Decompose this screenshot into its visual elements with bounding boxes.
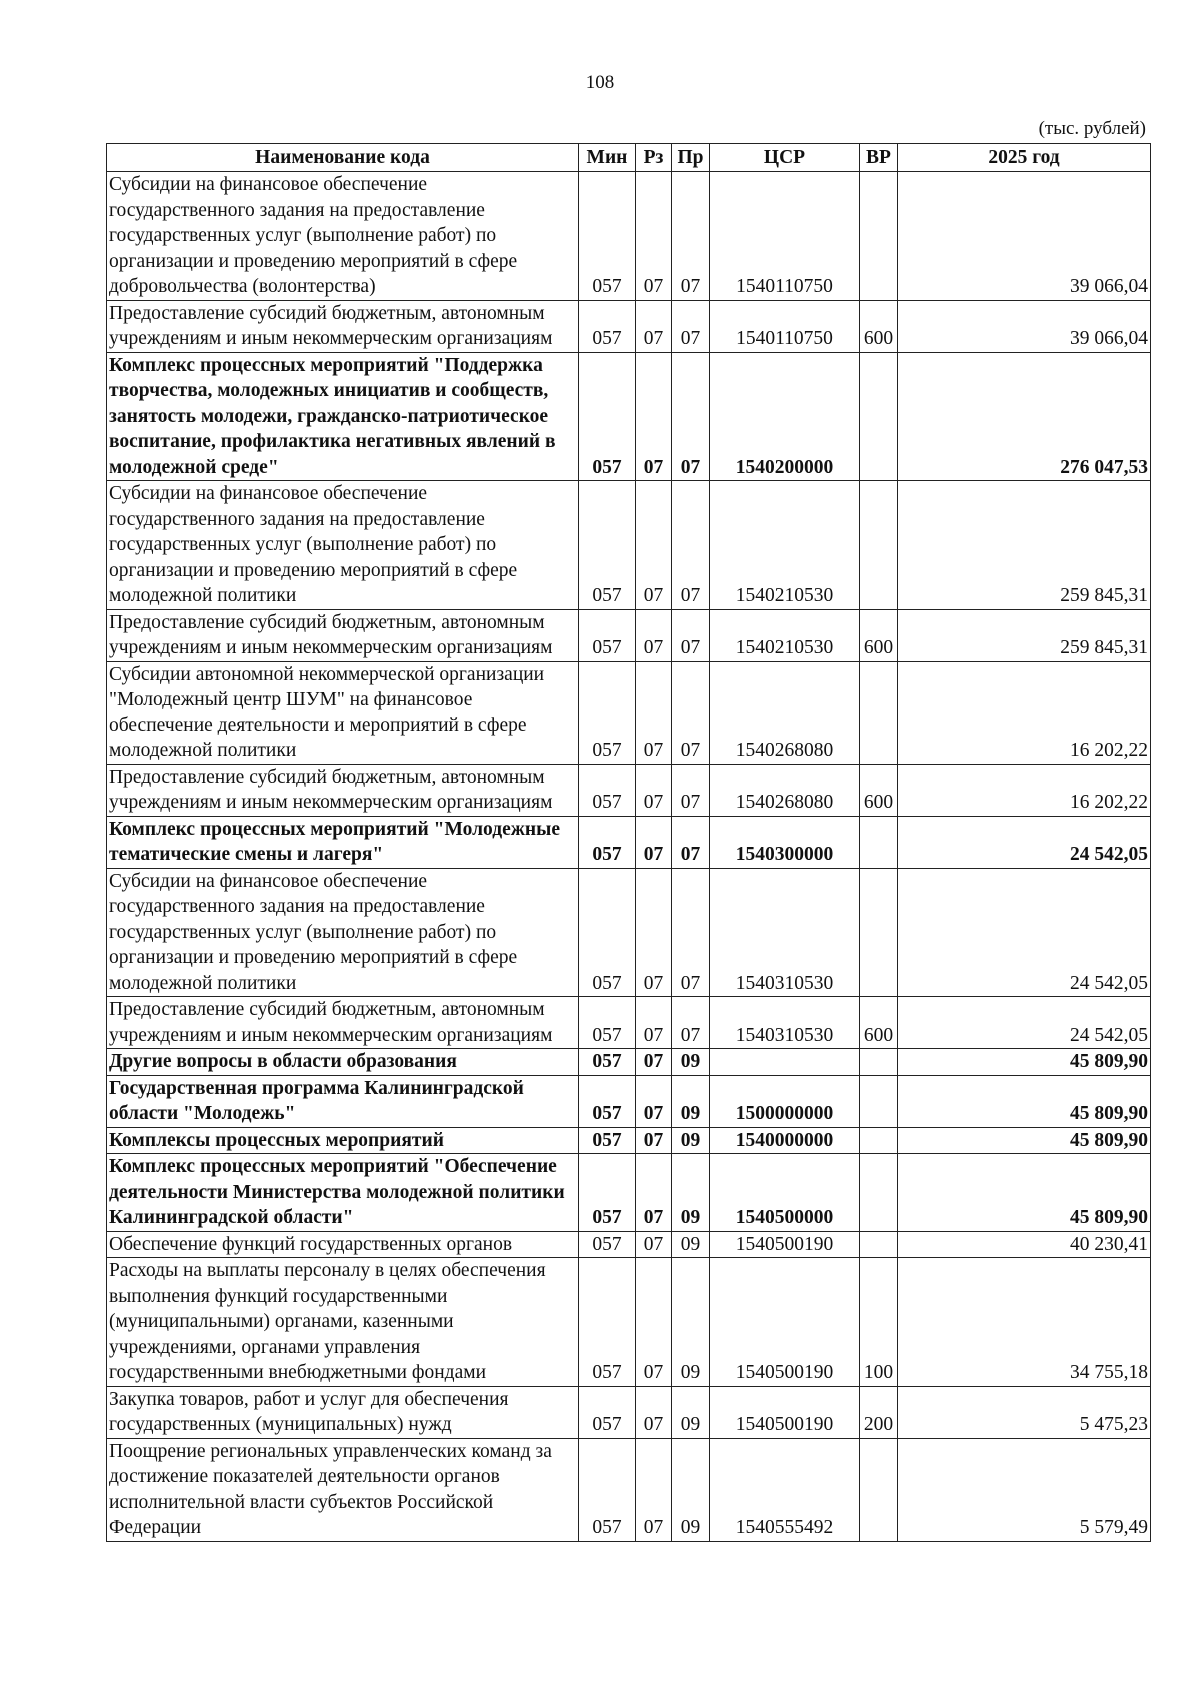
column-header-rz: Рз bbox=[636, 144, 672, 172]
row-name-cell: Предоставление субсидий бюджетным, автономным учреждениям и иным некоммерческим организациям bbox=[107, 764, 579, 816]
table-row bbox=[107, 300, 1151, 352]
row-csr-cell: 1540000000 bbox=[710, 1127, 860, 1154]
row-name-cell: Закупка товаров, работ и услуг для обеспечения государственных (муниципальных) нужд bbox=[107, 1386, 579, 1438]
row-amount-cell: 5 579,49 bbox=[898, 1438, 1151, 1541]
row-name-cell: Комплекс процессных мероприятий "Обеспечение деятельности Министерства молодежной политики Калининградской области" bbox=[107, 1154, 579, 1232]
row-pr-cell: 07 bbox=[672, 764, 710, 816]
row-csr-cell bbox=[710, 1049, 860, 1076]
table-row bbox=[107, 609, 1151, 661]
row-amount-cell: 45 809,90 bbox=[898, 1154, 1151, 1232]
row-rz-cell: 07 bbox=[636, 868, 672, 997]
row-name-cell: Другие вопросы в области образования bbox=[107, 1049, 579, 1076]
row-pr-cell: 07 bbox=[672, 816, 710, 868]
row-amount-cell: 39 066,04 bbox=[898, 300, 1151, 352]
units-caption: (тыс. рублей) bbox=[1038, 118, 1146, 139]
row-pr-cell: 07 bbox=[672, 300, 710, 352]
row-rz-cell: 07 bbox=[636, 1438, 672, 1541]
row-min-cell: 057 bbox=[579, 1154, 636, 1232]
row-name-cell: Предоставление субсидий бюджетным, автономным учреждениям и иным некоммерческим организациям bbox=[107, 300, 579, 352]
row-rz-cell: 07 bbox=[636, 172, 672, 301]
row-vr-cell bbox=[860, 1049, 898, 1076]
row-pr-cell: 07 bbox=[672, 481, 710, 610]
row-vr-cell: 600 bbox=[860, 997, 898, 1049]
row-pr-cell: 09 bbox=[672, 1049, 710, 1076]
row-min-cell: 057 bbox=[579, 1075, 636, 1127]
row-min-cell: 057 bbox=[579, 1438, 636, 1541]
row-rz-cell: 07 bbox=[636, 997, 672, 1049]
column-header-vr: ВР bbox=[860, 144, 898, 172]
row-amount-cell: 45 809,90 bbox=[898, 1127, 1151, 1154]
table-row bbox=[107, 997, 1151, 1049]
row-csr-cell: 1540500190 bbox=[710, 1386, 860, 1438]
table-row bbox=[107, 1049, 1151, 1076]
row-min-cell: 057 bbox=[579, 352, 636, 481]
row-name-cell: Комплексы процессных мероприятий bbox=[107, 1127, 579, 1154]
row-csr-cell: 1540310530 bbox=[710, 997, 860, 1049]
row-min-cell: 057 bbox=[579, 868, 636, 997]
row-min-cell: 057 bbox=[579, 300, 636, 352]
row-rz-cell: 07 bbox=[636, 481, 672, 610]
column-header-name: Наименование кода bbox=[107, 144, 579, 172]
row-vr-cell bbox=[860, 1231, 898, 1258]
row-vr-cell bbox=[860, 816, 898, 868]
row-pr-cell: 09 bbox=[672, 1438, 710, 1541]
row-pr-cell: 07 bbox=[672, 609, 710, 661]
row-name-cell: Комплекс процессных мероприятий "Молодежные тематические смены и лагеря" bbox=[107, 816, 579, 868]
row-amount-cell: 16 202,22 bbox=[898, 764, 1151, 816]
row-name-cell: Государственная программа Калининградской области "Молодежь" bbox=[107, 1075, 579, 1127]
row-csr-cell: 1540500190 bbox=[710, 1258, 860, 1387]
row-pr-cell: 09 bbox=[672, 1258, 710, 1387]
table-row bbox=[107, 1075, 1151, 1127]
row-vr-cell bbox=[860, 1438, 898, 1541]
row-csr-cell: 1540210530 bbox=[710, 609, 860, 661]
row-name-cell: Субсидии на финансовое обеспечение государственного задания на предоставление государственных услуг (выполнение работ) по организации и проведению мероприятий в сфере добровольчества (волонтерства) bbox=[107, 172, 579, 301]
row-name-cell: Расходы на выплаты персоналу в целях обеспечения выполнения функций государственными (муниципальными) органами, казенными учреждениями, органами управления государственными внебюджетными фондами bbox=[107, 1258, 579, 1387]
row-amount-cell: 5 475,23 bbox=[898, 1386, 1151, 1438]
row-amount-cell: 39 066,04 bbox=[898, 172, 1151, 301]
page-number: 108 bbox=[585, 72, 615, 93]
row-csr-cell: 1540110750 bbox=[710, 172, 860, 301]
row-vr-cell bbox=[860, 352, 898, 481]
row-pr-cell: 07 bbox=[672, 997, 710, 1049]
row-min-cell: 057 bbox=[579, 1127, 636, 1154]
row-rz-cell: 07 bbox=[636, 352, 672, 481]
row-amount-cell: 40 230,41 bbox=[898, 1231, 1151, 1258]
row-rz-cell: 07 bbox=[636, 1154, 672, 1232]
row-rz-cell: 07 bbox=[636, 764, 672, 816]
row-pr-cell: 07 bbox=[672, 868, 710, 997]
row-vr-cell bbox=[860, 1075, 898, 1127]
row-name-cell: Комплекс процессных мероприятий "Поддержка творчества, молодежных инициатив и сообществ, занятость молодежи, гражданско-патриотическое воспитание, профилактика негативных явлений в молодежной среде" bbox=[107, 352, 579, 481]
row-amount-cell: 24 542,05 bbox=[898, 868, 1151, 997]
row-min-cell: 057 bbox=[579, 997, 636, 1049]
row-amount-cell: 276 047,53 bbox=[898, 352, 1151, 481]
row-name-cell: Субсидии на финансовое обеспечение государственного задания на предоставление государственных услуг (выполнение работ) по организации и проведению мероприятий в сфере молодежной политики bbox=[107, 868, 579, 997]
row-vr-cell bbox=[860, 661, 898, 764]
row-pr-cell: 07 bbox=[672, 352, 710, 481]
row-rz-cell: 07 bbox=[636, 1049, 672, 1076]
row-rz-cell: 07 bbox=[636, 1386, 672, 1438]
row-csr-cell: 1540300000 bbox=[710, 816, 860, 868]
table-row bbox=[107, 868, 1151, 997]
row-pr-cell: 09 bbox=[672, 1154, 710, 1232]
row-vr-cell: 200 bbox=[860, 1386, 898, 1438]
row-amount-cell: 34 755,18 bbox=[898, 1258, 1151, 1387]
row-vr-cell bbox=[860, 172, 898, 301]
row-rz-cell: 07 bbox=[636, 816, 672, 868]
row-amount-cell: 45 809,90 bbox=[898, 1049, 1151, 1076]
row-rz-cell: 07 bbox=[636, 300, 672, 352]
row-csr-cell: 1540110750 bbox=[710, 300, 860, 352]
row-csr-cell: 1540555492 bbox=[710, 1438, 860, 1541]
row-min-cell: 057 bbox=[579, 816, 636, 868]
row-vr-cell: 600 bbox=[860, 300, 898, 352]
table-row bbox=[107, 1231, 1151, 1258]
row-vr-cell bbox=[860, 481, 898, 610]
table-row bbox=[107, 481, 1151, 610]
row-min-cell: 057 bbox=[579, 609, 636, 661]
table-row bbox=[107, 1127, 1151, 1154]
row-pr-cell: 07 bbox=[672, 661, 710, 764]
row-csr-cell: 1540200000 bbox=[710, 352, 860, 481]
row-name-cell: Обеспечение функций государственных органов bbox=[107, 1231, 579, 1258]
row-pr-cell: 09 bbox=[672, 1231, 710, 1258]
table-row bbox=[107, 816, 1151, 868]
table-row bbox=[107, 1258, 1151, 1387]
row-rz-cell: 07 bbox=[636, 661, 672, 764]
row-amount-cell: 259 845,31 bbox=[898, 609, 1151, 661]
row-rz-cell: 07 bbox=[636, 1075, 672, 1127]
row-amount-cell: 24 542,05 bbox=[898, 997, 1151, 1049]
column-header-pr: Пр bbox=[672, 144, 710, 172]
row-min-cell: 057 bbox=[579, 172, 636, 301]
table-row bbox=[107, 661, 1151, 764]
row-csr-cell: 1540268080 bbox=[710, 661, 860, 764]
table-body bbox=[107, 172, 1151, 1542]
row-amount-cell: 16 202,22 bbox=[898, 661, 1151, 764]
row-name-cell: Субсидии на финансовое обеспечение государственного задания на предоставление государственных услуг (выполнение работ) по организации и проведению мероприятий в сфере молодежной политики bbox=[107, 481, 579, 610]
row-pr-cell: 09 bbox=[672, 1127, 710, 1154]
column-header-csr: ЦСР bbox=[710, 144, 860, 172]
table-row bbox=[107, 172, 1151, 301]
table-row bbox=[107, 1438, 1151, 1541]
row-pr-cell: 09 bbox=[672, 1075, 710, 1127]
row-min-cell: 057 bbox=[579, 764, 636, 816]
column-header-year: 2025 год bbox=[898, 144, 1151, 172]
column-header-min: Мин bbox=[579, 144, 636, 172]
row-min-cell: 057 bbox=[579, 1386, 636, 1438]
table-row bbox=[107, 1386, 1151, 1438]
row-name-cell: Предоставление субсидий бюджетным, автономным учреждениям и иным некоммерческим организациям bbox=[107, 609, 579, 661]
row-rz-cell: 07 bbox=[636, 1231, 672, 1258]
row-csr-cell: 1500000000 bbox=[710, 1075, 860, 1127]
row-vr-cell: 600 bbox=[860, 609, 898, 661]
row-min-cell: 057 bbox=[579, 661, 636, 764]
row-csr-cell: 1540310530 bbox=[710, 868, 860, 997]
row-vr-cell bbox=[860, 868, 898, 997]
row-name-cell: Субсидии автономной некоммерческой организации "Молодежный центр ШУМ" на финансовое обеспечение деятельности и мероприятий в сфере молодежной политики bbox=[107, 661, 579, 764]
row-pr-cell: 07 bbox=[672, 172, 710, 301]
row-rz-cell: 07 bbox=[636, 1258, 672, 1387]
table-row bbox=[107, 352, 1151, 481]
row-vr-cell: 100 bbox=[860, 1258, 898, 1387]
table-row bbox=[107, 764, 1151, 816]
row-vr-cell bbox=[860, 1154, 898, 1232]
row-pr-cell: 09 bbox=[672, 1386, 710, 1438]
row-min-cell: 057 bbox=[579, 1258, 636, 1387]
row-name-cell: Поощрение региональных управленческих команд за достижение показателей деятельности органов исполнительной власти субъектов Российской Федерации bbox=[107, 1438, 579, 1541]
row-vr-cell bbox=[860, 1127, 898, 1154]
table-header-row bbox=[107, 144, 1151, 172]
row-min-cell: 057 bbox=[579, 481, 636, 610]
row-rz-cell: 07 bbox=[636, 609, 672, 661]
row-min-cell: 057 bbox=[579, 1049, 636, 1076]
row-rz-cell: 07 bbox=[636, 1127, 672, 1154]
row-csr-cell: 1540500000 bbox=[710, 1154, 860, 1232]
row-amount-cell: 45 809,90 bbox=[898, 1075, 1151, 1127]
row-csr-cell: 1540500190 bbox=[710, 1231, 860, 1258]
row-vr-cell: 600 bbox=[860, 764, 898, 816]
row-name-cell: Предоставление субсидий бюджетным, автономным учреждениям и иным некоммерческим организациям bbox=[107, 997, 579, 1049]
row-csr-cell: 1540268080 bbox=[710, 764, 860, 816]
row-min-cell: 057 bbox=[579, 1231, 636, 1258]
table-row bbox=[107, 1154, 1151, 1232]
row-csr-cell: 1540210530 bbox=[710, 481, 860, 610]
row-amount-cell: 24 542,05 bbox=[898, 816, 1151, 868]
budget-table bbox=[106, 143, 1151, 1542]
row-amount-cell: 259 845,31 bbox=[898, 481, 1151, 610]
